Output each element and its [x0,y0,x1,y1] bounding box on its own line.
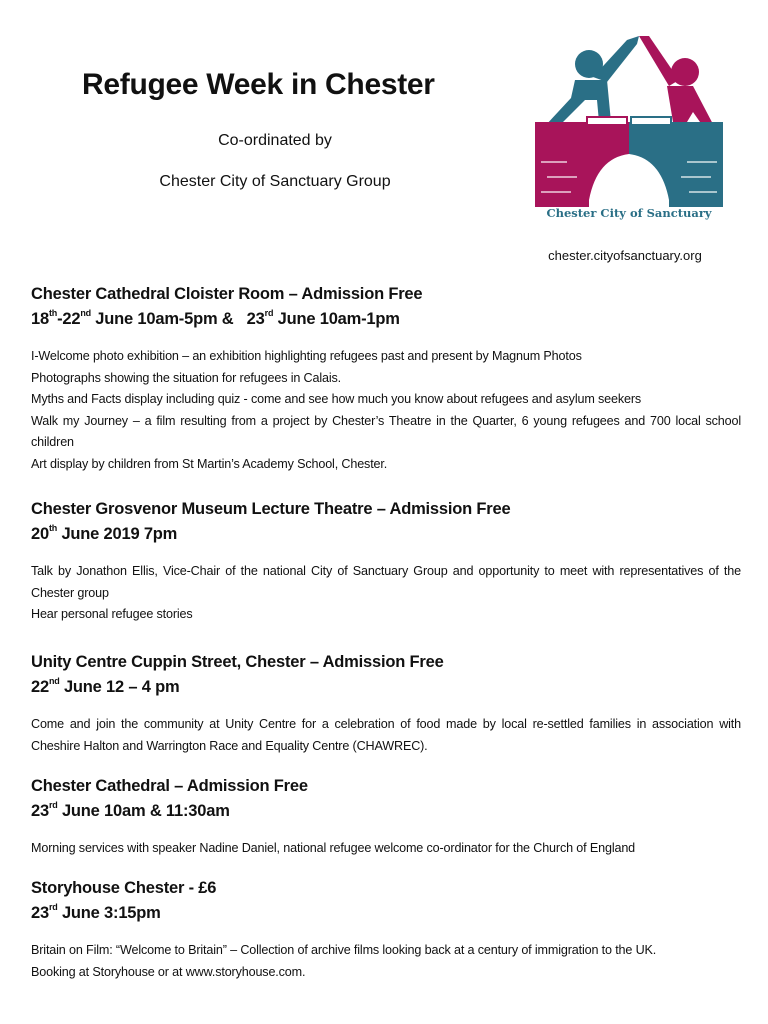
bridge-right-half-icon [629,138,723,207]
event-unity-centre [31,651,741,757]
event-cathedral-cloister [31,283,741,475]
description-line: Britain on Film: “Welcome to Britain” – Collection of archive films looking back at a century of immigration to the UK. [31,943,657,957]
event-description [31,940,741,983]
event-venue: Chester Cathedral Cloister Room – Admission Free [31,285,423,303]
event-date: 20th June 2019 7pm [31,523,178,543]
event-venue: Chester Cathedral – Admission Free [31,777,308,795]
event-description [31,561,741,626]
event-storyhouse [31,877,741,983]
event-date: 23rd June 10am & 11:30am [31,800,230,820]
description-line: Morning services with speaker Nadine Daniel, national refugee welcome co-ordinator for the Church of England [31,841,636,855]
event-date: 22nd June 12 – 4 pm [31,676,180,696]
description-line: Myths and Facts display including quiz - come and see how much you know about refugees and asylum seekers [31,392,642,406]
event-chester-cathedral [31,775,741,860]
magenta-person-arm-icon [639,36,679,86]
event-venue: Chester Grosvenor Museum Lecture Theatre – Admission Free [31,500,511,518]
organiser-name: Chester City of Sanctuary Group [159,173,391,190]
event-grosvenor-museum [31,498,741,626]
event-description [31,346,741,475]
description-line: Booking at Storyhouse or at www.storyhouse.com. [31,964,306,979]
bridge-left-half-icon [535,138,629,207]
event-description [31,714,741,757]
website-link[interactable]: chester.cityofsanctuary.org [548,248,702,263]
page-title: Refugee Week in Chester [82,68,435,101]
event-date: 18th-22nd June 10am-5pm & 23rd June 10am-1pm [31,308,400,328]
event-venue: Unity Centre Cuppin Street, Chester – Admission Free [31,653,444,671]
description-line: Talk by Jonathon Ellis, Vice-Chair of the national City of Sanctuary Group and opportunity to meet with representatives of the Chester group [31,564,741,600]
description-line: I-Welcome photo exhibition – an exhibition highlighting refugees past and present by Magnum Photos [31,349,582,363]
coordinated-by-text: Co-ordinated by [218,132,332,149]
event-description [31,838,741,860]
description-line: Come and join the community at Unity Centre for a celebration of food made by local re-settled families in association with Cheshire Halton and Warrington Race and Equality Centre (CHAWREC). [31,717,741,753]
description-line: Art display by children from St Martin’s Academy School, Chester. [31,456,388,471]
description-line: Photographs showing the situation for refugees in Calais. [31,370,341,385]
description-line: Hear personal refugee stories [31,607,193,621]
city-of-sanctuary-logo [527,22,731,227]
event-date: 23rd June 3:15pm [31,902,161,922]
description-line: Walk my Journey – a film resulting from a project by Chester’s Theatre in the Quarter, 6 young refugees and 700 local school children [31,413,741,449]
event-venue: Storyhouse Chester - £6 [31,879,217,897]
logo-caption: Chester City of Sanctuary [546,206,712,220]
